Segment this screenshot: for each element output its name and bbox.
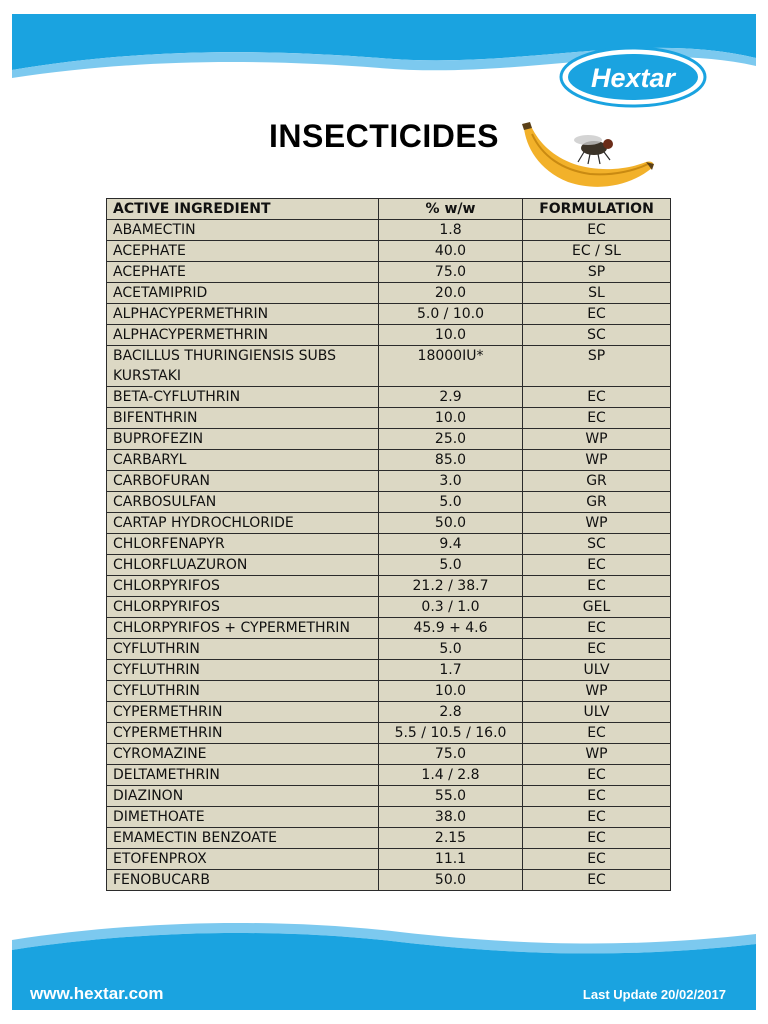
table-row (107, 408, 671, 429)
cell-formulation: SP (523, 346, 671, 387)
cell-formulation: ULV (523, 702, 671, 723)
cell-active-ingredient: CYFLUTHRIN (107, 681, 379, 702)
table-row (107, 241, 671, 262)
cell-active-ingredient: CYFLUTHRIN (107, 639, 379, 660)
cell-percent-ww: 1.8 (379, 220, 523, 241)
cell-formulation: SP (523, 262, 671, 283)
table-row (107, 744, 671, 765)
insecticides-table (106, 198, 671, 891)
cell-active-ingredient: CARBOFURAN (107, 471, 379, 492)
cell-formulation: EC (523, 408, 671, 429)
table-row (107, 220, 671, 241)
cell-formulation: EC (523, 828, 671, 849)
cell-active-ingredient: CARBOSULFAN (107, 492, 379, 513)
table-row (107, 639, 671, 660)
cell-formulation: GEL (523, 597, 671, 618)
footer-last-update: Last Update 20/02/2017 (582, 987, 726, 1002)
column-header-active-ingredient: ACTIVE INGREDIENT (107, 199, 379, 220)
cell-formulation: EC (523, 576, 671, 597)
cell-active-ingredient: CYPERMETHRIN (107, 723, 379, 744)
table-row (107, 786, 671, 807)
svg-text:Hextar: Hextar (590, 63, 676, 93)
cell-active-ingredient: ACETAMIPRID (107, 283, 379, 304)
page-title: INSECTICIDES (268, 118, 500, 154)
cell-percent-ww: 5.5 / 10.5 / 16.0 (379, 723, 523, 744)
hextar-logo (558, 46, 708, 108)
cell-active-ingredient: EMAMECTIN BENZOATE (107, 828, 379, 849)
cell-active-ingredient: FENOBUCARB (107, 870, 379, 891)
table-row (107, 555, 671, 576)
insecticides-table-container (106, 198, 670, 891)
cell-formulation: EC (523, 870, 671, 891)
cell-percent-ww: 0.3 / 1.0 (379, 597, 523, 618)
cell-active-ingredient: CARTAP HYDROCHLORIDE (107, 513, 379, 534)
cell-percent-ww: 21.2 / 38.7 (379, 576, 523, 597)
table-row (107, 618, 671, 639)
table-row (107, 765, 671, 786)
cell-active-ingredient: ALPHACYPERMETHRIN (107, 325, 379, 346)
cell-formulation: EC (523, 723, 671, 744)
cell-percent-ww: 55.0 (379, 786, 523, 807)
cell-formulation: WP (523, 681, 671, 702)
table-row (107, 597, 671, 618)
footer-wave-band (0, 910, 768, 1024)
cell-active-ingredient: CHLORPYRIFOS (107, 576, 379, 597)
cell-formulation: EC (523, 786, 671, 807)
table-row (107, 870, 671, 891)
table-row (107, 849, 671, 870)
cell-active-ingredient: ACEPHATE (107, 262, 379, 283)
table-row (107, 283, 671, 304)
table-row (107, 534, 671, 555)
cell-percent-ww: 5.0 (379, 555, 523, 576)
cell-formulation: WP (523, 744, 671, 765)
column-header-percent-ww: % w/w (379, 199, 523, 220)
cell-formulation: SC (523, 534, 671, 555)
cell-percent-ww: 2.15 (379, 828, 523, 849)
banana-fly-image (518, 112, 658, 202)
cell-formulation: EC (523, 807, 671, 828)
table-header-row (107, 199, 671, 220)
table-row (107, 325, 671, 346)
cell-active-ingredient: CYPERMETHRIN (107, 702, 379, 723)
table-row (107, 346, 671, 387)
table-row (107, 304, 671, 325)
cell-active-ingredient: CHLORFENAPYR (107, 534, 379, 555)
cell-percent-ww: 25.0 (379, 429, 523, 450)
cell-active-ingredient: CHLORFLUAZURON (107, 555, 379, 576)
cell-active-ingredient: BIFENTHRIN (107, 408, 379, 429)
cell-active-ingredient: DIMETHOATE (107, 807, 379, 828)
cell-percent-ww: 10.0 (379, 681, 523, 702)
table-row (107, 262, 671, 283)
cell-formulation: SC (523, 325, 671, 346)
table-row (107, 471, 671, 492)
cell-active-ingredient: CHLORPYRIFOS + CYPERMETHRIN (107, 618, 379, 639)
cell-active-ingredient: CYROMAZINE (107, 744, 379, 765)
table-row (107, 702, 671, 723)
cell-formulation: GR (523, 471, 671, 492)
cell-percent-ww: 1.4 / 2.8 (379, 765, 523, 786)
cell-formulation: EC (523, 387, 671, 408)
cell-active-ingredient: ACEPHATE (107, 241, 379, 262)
cell-active-ingredient: BETA-CYFLUTHRIN (107, 387, 379, 408)
table-row (107, 450, 671, 471)
cell-percent-ww: 2.8 (379, 702, 523, 723)
cell-percent-ww: 85.0 (379, 450, 523, 471)
table-body (107, 220, 671, 891)
cell-formulation: SL (523, 283, 671, 304)
cell-formulation: EC (523, 765, 671, 786)
table-row (107, 723, 671, 744)
cell-active-ingredient: ALPHACYPERMETHRIN (107, 304, 379, 325)
cell-formulation: EC (523, 220, 671, 241)
table-row (107, 681, 671, 702)
cell-active-ingredient: DIAZINON (107, 786, 379, 807)
table-row (107, 828, 671, 849)
cell-formulation: EC (523, 849, 671, 870)
cell-formulation: EC (523, 304, 671, 325)
cell-percent-ww: 75.0 (379, 744, 523, 765)
table-row (107, 660, 671, 681)
table-row (107, 387, 671, 408)
cell-percent-ww: 45.9 + 4.6 (379, 618, 523, 639)
cell-active-ingredient: CARBARYL (107, 450, 379, 471)
cell-formulation: EC (523, 639, 671, 660)
cell-percent-ww: 2.9 (379, 387, 523, 408)
cell-formulation: WP (523, 513, 671, 534)
cell-active-ingredient: BACILLUS THURINGIENSIS SUBS KURSTAKI (107, 346, 379, 387)
cell-percent-ww: 75.0 (379, 262, 523, 283)
cell-formulation: WP (523, 429, 671, 450)
cell-percent-ww: 1.7 (379, 660, 523, 681)
cell-active-ingredient: CHLORPYRIFOS (107, 597, 379, 618)
table-row (107, 429, 671, 450)
cell-formulation: EC (523, 618, 671, 639)
cell-percent-ww: 3.0 (379, 471, 523, 492)
table-row (107, 513, 671, 534)
cell-active-ingredient: DELTAMETHRIN (107, 765, 379, 786)
column-header-formulation: FORMULATION (523, 199, 671, 220)
cell-percent-ww: 5.0 (379, 639, 523, 660)
cell-formulation: WP (523, 450, 671, 471)
cell-percent-ww: 10.0 (379, 408, 523, 429)
cell-percent-ww: 50.0 (379, 870, 523, 891)
cell-percent-ww: 5.0 / 10.0 (379, 304, 523, 325)
cell-percent-ww: 5.0 (379, 492, 523, 513)
cell-percent-ww: 10.0 (379, 325, 523, 346)
cell-active-ingredient: BUPROFEZIN (107, 429, 379, 450)
cell-formulation: EC (523, 555, 671, 576)
cell-percent-ww: 18000IU* (379, 346, 523, 387)
cell-active-ingredient: CYFLUTHRIN (107, 660, 379, 681)
cell-percent-ww: 9.4 (379, 534, 523, 555)
cell-formulation: ULV (523, 660, 671, 681)
cell-formulation: EC / SL (523, 241, 671, 262)
cell-formulation: GR (523, 492, 671, 513)
cell-percent-ww: 20.0 (379, 283, 523, 304)
cell-active-ingredient: ABAMECTIN (107, 220, 379, 241)
cell-percent-ww: 40.0 (379, 241, 523, 262)
table-row (107, 492, 671, 513)
table-row (107, 807, 671, 828)
cell-percent-ww: 11.1 (379, 849, 523, 870)
cell-percent-ww: 38.0 (379, 807, 523, 828)
table-row (107, 576, 671, 597)
cell-active-ingredient: ETOFENPROX (107, 849, 379, 870)
footer-website-url: www.hextar.com (30, 984, 164, 1003)
cell-percent-ww: 50.0 (379, 513, 523, 534)
